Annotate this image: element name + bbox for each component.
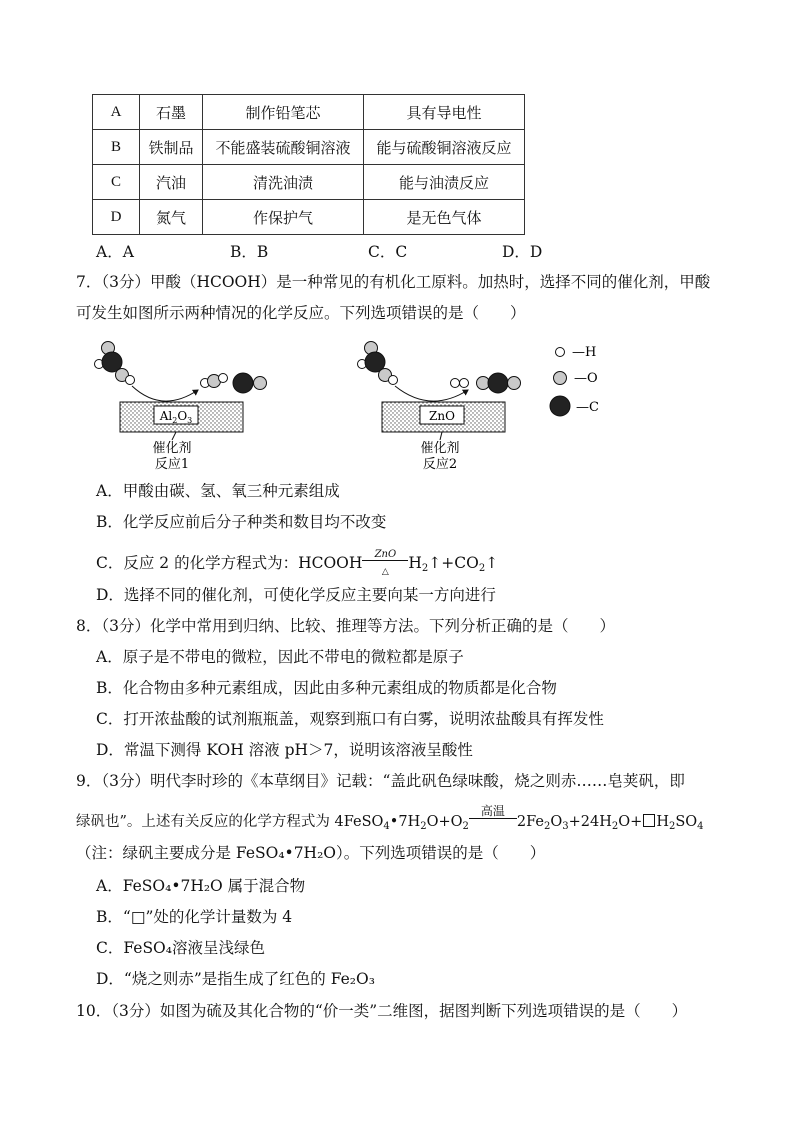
reaction-2 <box>358 342 521 473</box>
hydrogen-atom <box>126 376 135 385</box>
table-cell: 是无色气体 <box>364 200 525 235</box>
table-cell: B <box>93 130 140 165</box>
table-row <box>93 165 525 200</box>
q6-choice-a[interactable]: A．A <box>96 243 134 261</box>
oxygen-atom <box>508 377 521 390</box>
q9-stem-line3: （注：绿矾主要成分是 FeSO₄•7H₂O）。下列选项错误的是（ ） <box>76 844 546 862</box>
atom-legend <box>550 345 599 416</box>
reaction-arrow <box>395 386 468 401</box>
q6-options-table <box>92 94 525 235</box>
table-cell: A <box>93 95 140 130</box>
catalyst-caption: 催化剂 <box>152 441 192 456</box>
q8-option-b[interactable]: B．化合物由多种元素组成，因此由多种元素组成的物质都是化合物 <box>96 679 557 697</box>
table-cell: 氮气 <box>140 200 203 235</box>
blank-box-icon <box>643 814 655 827</box>
hydrogen-atom <box>451 379 460 388</box>
table-cell: 制作铅笔芯 <box>203 95 364 130</box>
pointer-line <box>172 432 176 440</box>
table-row <box>93 130 525 165</box>
table-cell: 清洗油渍 <box>203 165 364 200</box>
q9-option-d[interactable]: D．“烧之则赤”是指生成了红色的 Fe₂O₃ <box>96 970 375 988</box>
table-cell: 不能盛装硫酸铜溶液 <box>203 130 364 165</box>
table-cell: 石墨 <box>140 95 203 130</box>
q7-option-c[interactable]: C．反应 2 的化学方程式为：HCOOH ZnO △ $H_2↑+CO_2↑$ <box>96 549 499 577</box>
q7-option-d[interactable]: D．选择不同的催化剂，可使化学反应主要向某一方向进行 <box>96 586 496 604</box>
table-cell: D <box>93 200 140 235</box>
q9-stem-line1: 9．（3分）明代李时珍的《本草纲目》记载：“盖此矾色绿味酸，烧之则赤……皂荚矾，即 <box>76 772 685 790</box>
q9-option-b[interactable]: B．“□”处的化学计量数为 4 <box>96 908 293 926</box>
q8-option-a[interactable]: A．原子是不带电的微粒，因此不带电的微粒都是原子 <box>96 648 464 666</box>
q6-choice-c[interactable]: C．C <box>368 243 408 261</box>
reaction-condition-arrow: ZnO △ <box>362 550 408 572</box>
reaction-condition-arrow: 高温 <box>469 808 517 830</box>
table-cell: 具有导电性 <box>364 95 525 130</box>
q9-option-c[interactable]: C．FeSO₄溶液呈浅绿色 <box>96 939 265 957</box>
q7-stem-line2: 可发生如图所示两种情况的化学反应。下列选项错误的是（ ） <box>76 304 526 322</box>
carbon-atom <box>233 373 253 393</box>
q7-option-a[interactable]: A．甲酸由碳、氢、氧三种元素组成 <box>96 482 340 500</box>
q10-stem: 10．（3分）如图为硫及其化合物的“价一类”二维图，据图判断下列选项错误的是（ ） <box>76 1002 688 1020</box>
q8-option-c[interactable]: C．打开浓盐酸的试剂瓶瓶盖，观察到瓶口有白雾，说明浓盐酸具有挥发性 <box>96 710 604 728</box>
q7-stem-line1: 7．（3分）甲酸（HCOOH）是一种常见的有机化工原料。加热时，选择不同的催化剂，甲酸 <box>76 273 711 291</box>
table-cell: 能与硫酸铜溶液反应 <box>364 130 525 165</box>
carbon-legend-icon <box>550 396 570 416</box>
table-cell: 作保护气 <box>203 200 364 235</box>
legend-o: —O <box>574 371 598 386</box>
hydrogen-atom <box>389 376 398 385</box>
q8-option-d[interactable]: D．常温下测得 KOH 溶液 pH＞7，说明该溶液呈酸性 <box>96 741 473 759</box>
q7-option-b[interactable]: B．化学反应前后分子种类和数目均不改变 <box>96 513 387 531</box>
hydrogen-atom <box>460 379 469 388</box>
reaction1-caption: 反应1 <box>154 457 190 472</box>
q6-choice-b[interactable]: B．B <box>230 243 269 261</box>
reaction2-caption: 反应2 <box>422 457 458 472</box>
legend-h: —H <box>572 345 597 360</box>
legend-c: —C <box>576 400 599 415</box>
table-row <box>93 200 525 235</box>
q9-option-a[interactable]: A．FeSO₄•7H₂O 属于混合物 <box>96 877 306 895</box>
reaction-1 <box>95 342 267 473</box>
table-row <box>93 95 525 130</box>
q7-reaction-diagram <box>90 334 690 474</box>
hydrogen-atom <box>219 374 228 383</box>
table-cell: 汽油 <box>140 165 203 200</box>
table-cell: 能与油渍反应 <box>364 165 525 200</box>
q8-stem: 8．（3分）化学中常用到归纳、比较、推理等方法。下列分析正确的是（ ） <box>76 617 615 635</box>
oxygen-atom <box>254 377 267 390</box>
reaction-arrow <box>132 386 198 401</box>
hydrogen-legend-icon <box>556 348 565 357</box>
catalyst-caption: 催化剂 <box>420 441 460 456</box>
pointer-line <box>440 432 442 440</box>
catalyst1-label: $Al_2O_3$ <box>159 409 193 425</box>
catalyst2-label: ZnO <box>429 409 455 423</box>
table-cell: C <box>93 165 140 200</box>
q9-stem-line2: 绿矾也”。上述有关反应的化学方程式为 $4FeSO_4•7H_2O+O_2$ 高温 $2Fe_2O_3+24H_2O+ H_2SO_4$ <box>76 804 704 832</box>
oxygen-legend-icon <box>554 372 567 385</box>
carbon-atom <box>488 373 508 393</box>
table-cell: 铁制品 <box>140 130 203 165</box>
q6-choice-d[interactable]: D．D <box>502 243 543 261</box>
